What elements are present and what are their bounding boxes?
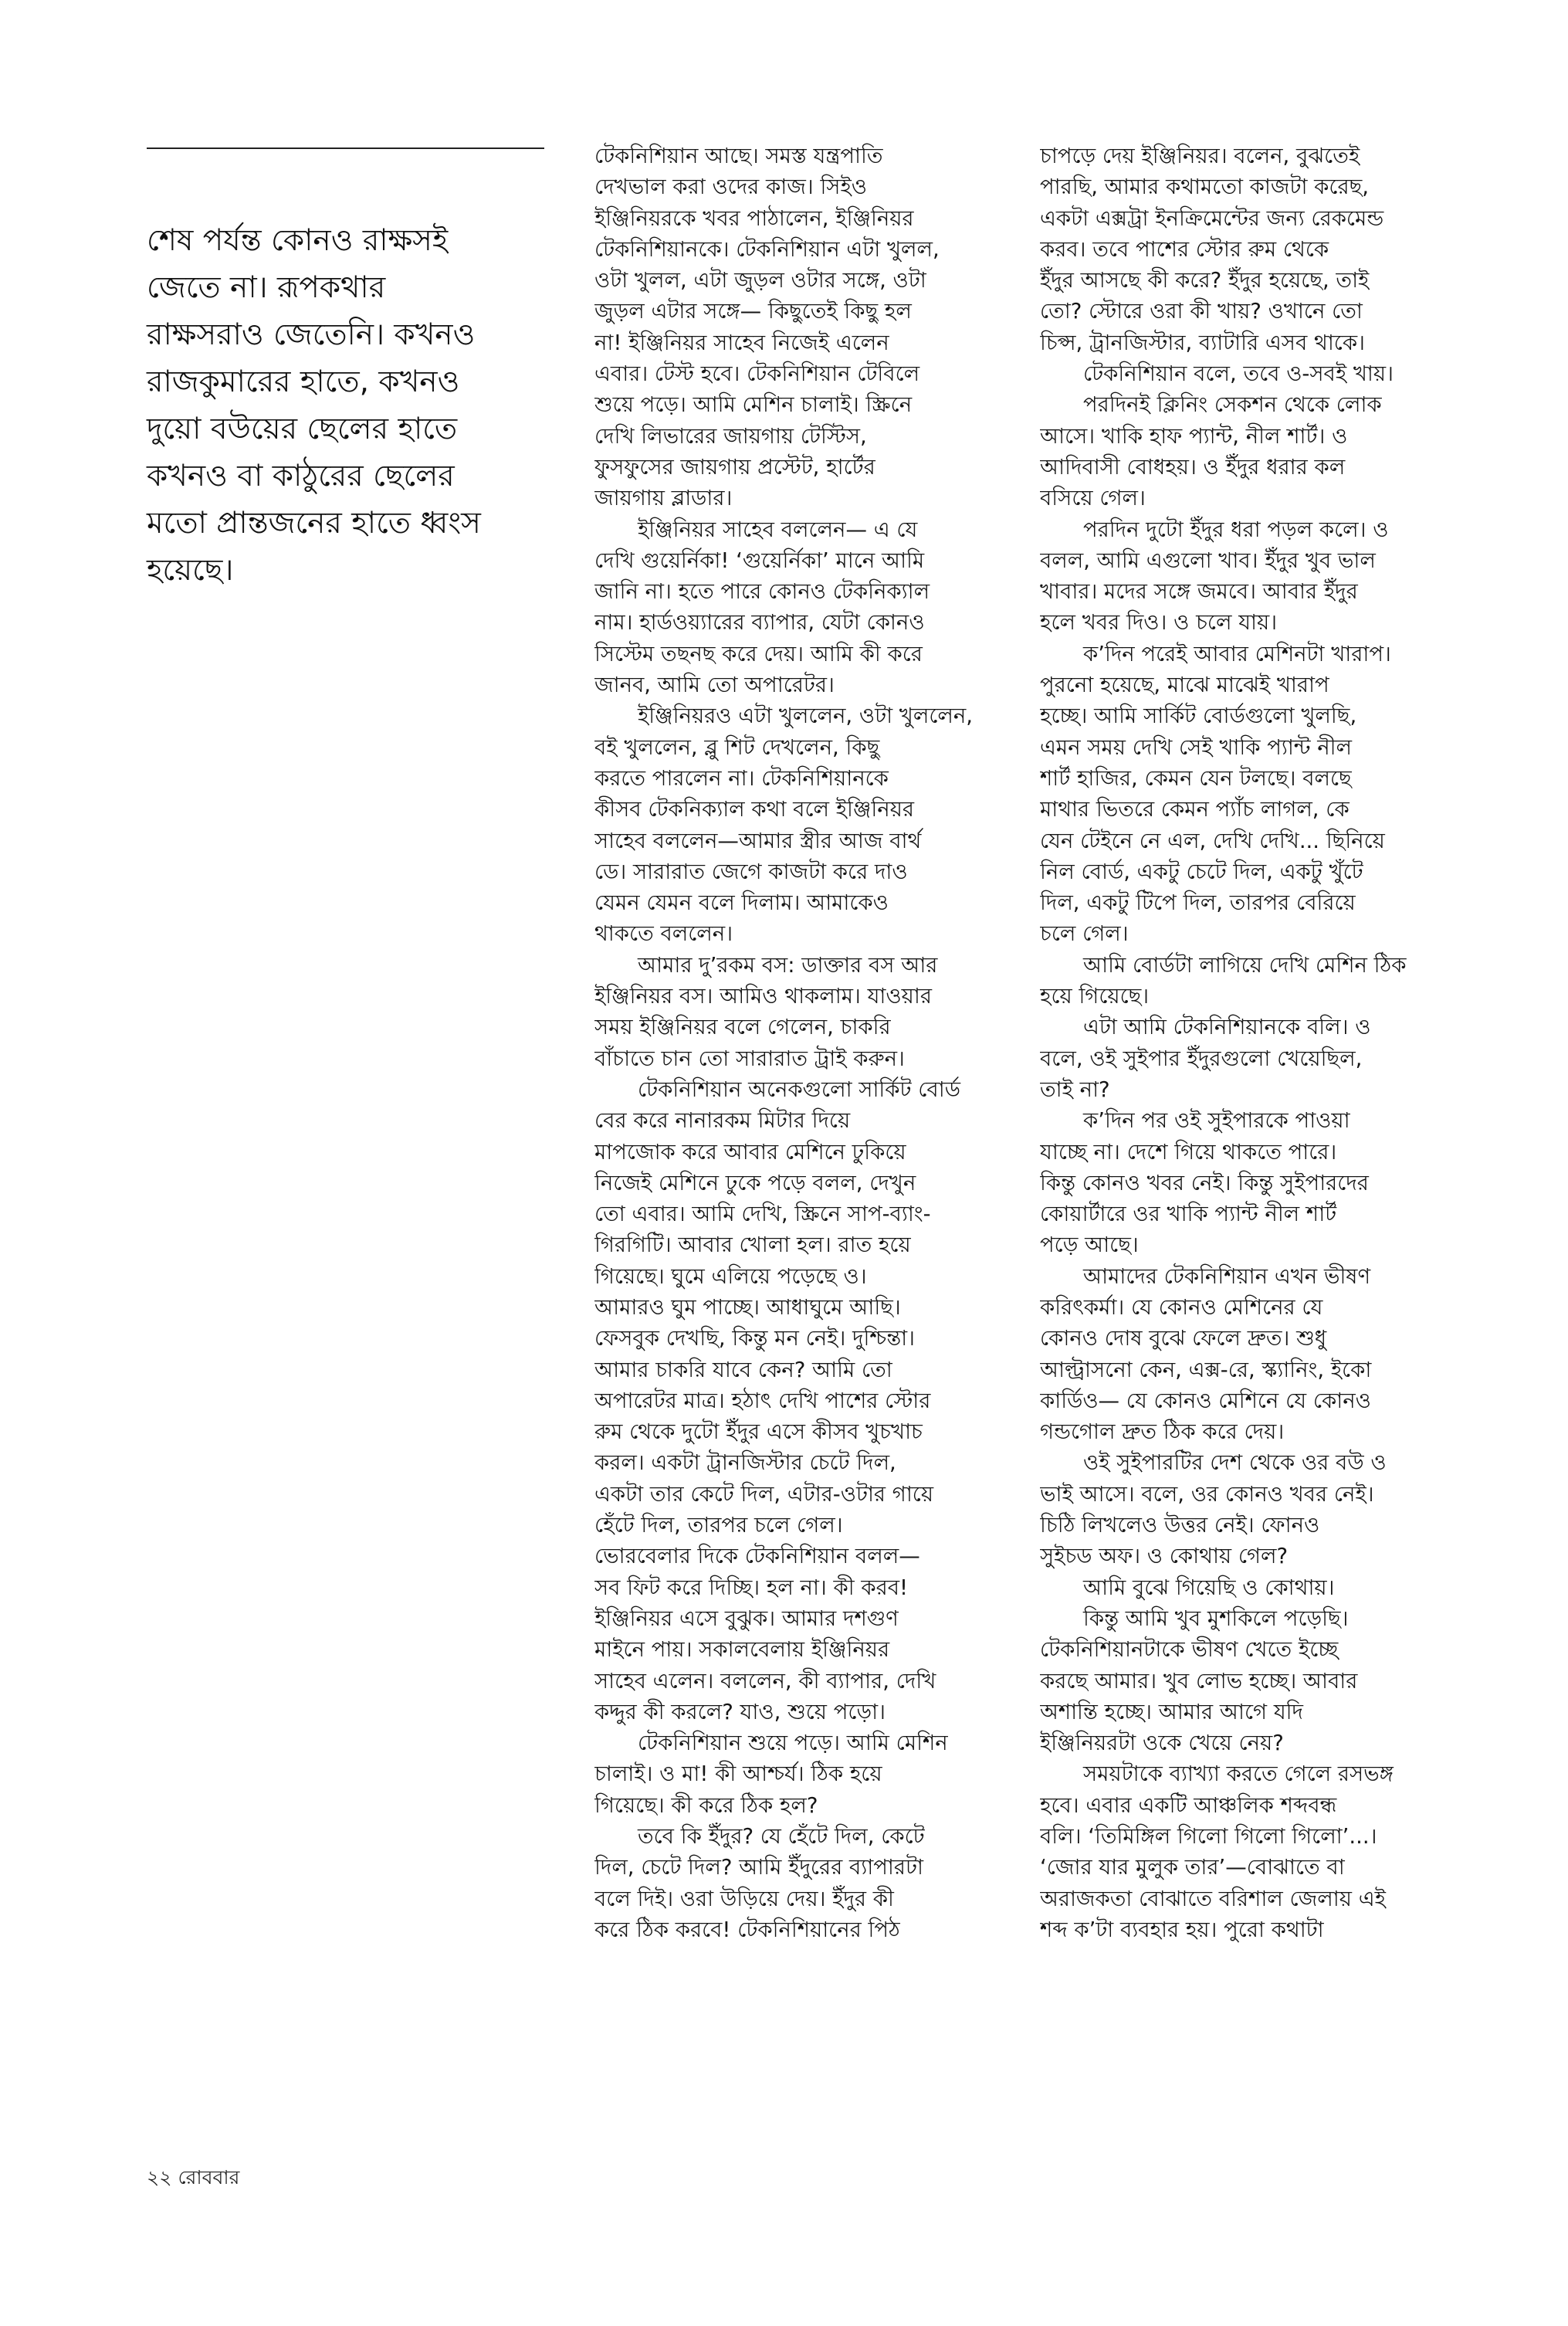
article-line: অরাজকতা বোঝাতে বরিশাল জেলায় এই — [1040, 1886, 1386, 1911]
article-line: একটা তার কেটে দিল, এটার-ওটার গায়ে — [594, 1481, 934, 1507]
article-line: তো? স্টোরে ওরা কী খায়? ওখানে তো — [1040, 299, 1363, 324]
article-line: কিন্তু আমি খুব মুশকিলে পড়েছি। — [1083, 1605, 1349, 1631]
article-line: ফেসবুক দেখছি, কিন্তু মন নেই। দুশ্চিন্তা। — [594, 1326, 915, 1351]
article-line: ক’দিন পরেই আবার মেশিনটা খারাপ। — [1083, 641, 1391, 666]
article-line: জুড়ল এটার সঙ্গে— কিছুতেই কিছু হল — [594, 299, 912, 324]
page-folio: ২২ রোববার — [147, 2166, 240, 2189]
article-line: বের করে নানারকম মিটার দিয়ে — [594, 1108, 851, 1134]
article-line: এটা আমি টেকনিশিয়ানকে বলি। ও — [1083, 1015, 1371, 1040]
article-line: টেকনিশিয়ান শুয়ে পড়ে। আমি মেশিন — [638, 1731, 948, 1756]
article-line: আমি বোর্ডটা লাগিয়ে দেখি মেশিন ঠিক — [1083, 952, 1407, 978]
article-line: চাপড়ে দেয় ইঞ্জিনিয়র। বলেন, বুঝতেই — [1040, 144, 1360, 168]
article-line: খাবার। মদের সঙ্গে জমবে। আবার ইঁদুর — [1040, 579, 1358, 605]
article-line: বাঁচাতে চান তো সারারাত ট্রাই করুন। — [594, 1046, 905, 1071]
article-line: এবার। টেস্ট হবে। টেকনিশিয়ান টেবিলে — [594, 361, 920, 387]
article-line: যেন টেইনে নে এল, দেখি দেখি... ছিনিয়ে — [1040, 828, 1385, 853]
article-line: বলে, ওই সুইপার ইঁদুরগুলো খেয়েছিল, — [1040, 1046, 1363, 1071]
article-line: টেকনিশিয়ান অনেকগুলো সার্কিট বোর্ড — [638, 1077, 960, 1102]
pullquote-line: রাক্ষসরাও জেতেনি। কখনও — [147, 317, 476, 352]
pullquote-line: রাজকুমারের হাতে, কখনও — [147, 364, 460, 399]
article-line: বলল, আমি এগুলো খাব। ইঁদুর খুব ভাল — [1040, 548, 1376, 573]
article-line: করতে পারলেন না। টেকনিশিয়ানকে — [594, 765, 889, 791]
article-line: গিরগিটি। আবার খোলা হল। রাত হয়ে — [594, 1233, 911, 1258]
article-line: জানি না। হতে পারে কোনও টেকনিক্যাল — [594, 579, 930, 605]
article-line: ওই সুইপারটির দেশ থেকে ওর বউ ও — [1083, 1450, 1387, 1476]
article-line: এমন সময় দেখি সেই খাকি প্যান্ট নীল — [1040, 734, 1353, 760]
article-line: না! ইঞ্জিনিয়র সাহেব নিজেই এলেন — [594, 330, 889, 355]
article-line: কোয়ার্টারে ওর খাকি প্যান্ট নীল শার্ট — [1040, 1202, 1337, 1227]
article-line: আমারও ঘুম পাচ্ছে। আধাঘুমে আছি। — [594, 1294, 901, 1320]
article-line: হচ্ছে। আমি সার্কিট বোর্ডগুলো খুলছি, — [1040, 704, 1357, 729]
pullquote-line: কখনও বা কাঠুরের ছেলের — [147, 459, 455, 493]
article-line: ইঞ্জিনিয়রকে খবর পাঠালেন, ইঞ্জিনিয়র — [594, 205, 914, 231]
article-line: বসিয়ে গেল। — [1040, 486, 1146, 511]
article-line: বলে দিই। ওরা উড়িয়ে দেয়। ইঁদুর কী — [594, 1886, 894, 1911]
article-line: থাকতে বললেন। — [594, 921, 733, 947]
article-line: ইঞ্জিনিয়র সাহেব বললেন— এ যে — [638, 517, 918, 542]
pullquote-line: মতো প্রান্তজনের হাতে ধ্বংস — [147, 506, 481, 541]
article-line: ইঞ্জিনিয়র বস। আমিও থাকলাম। যাওয়ার — [594, 984, 932, 1009]
article-line: ক’দিন পর ওই সুইপারকে পাওয়া — [1083, 1108, 1350, 1134]
body-column-1 — [594, 141, 996, 1945]
article-line: ফুসফুসের জায়গায় প্রস্টেট, হার্টের — [594, 454, 875, 480]
article-line: মাইনে পায়। সকালবেলায় ইঞ্জিনিয়র — [594, 1637, 890, 1663]
article-line: সময় ইঞ্জিনিয়র বলে গেলেন, চাকরি — [594, 1015, 891, 1040]
article-line: জানব, আমি তো অপারেটর। — [594, 673, 835, 698]
article-line: সাহেব বললেন—আমার স্ত্রীর আজ বার্থ — [594, 828, 922, 853]
article-line: পরদিন দুটো ইঁদুর ধরা পড়ল কলে। ও — [1083, 517, 1389, 542]
article-line: সিস্টেম তছনছ করে দেয়। আমি কী করে — [594, 641, 923, 666]
article-line: আদিবাসী বোধহয়। ও ইঁদুর ধরার কল — [1040, 454, 1346, 480]
article-line: ভাই আসে। বলে, ওর কোনও খবর নেই। — [1040, 1481, 1374, 1507]
body-column-2 — [1040, 141, 1441, 1945]
article-line: বই খুললেন, ব্লু শিট দেখলেন, কিছু — [594, 734, 880, 760]
article-line: টেকনিশিয়ানটাকে ভীষণ খেতে ইচ্ছে — [1040, 1637, 1339, 1663]
article-line: মাপজোক করে আবার মেশিনে ঢুকিয়ে — [594, 1139, 906, 1165]
article-line: টেকনিশিয়ান আছে। সমস্ত যন্ত্রপাতি — [594, 144, 883, 168]
article-line: চালাই। ও মা! কী আশ্চর্য। ঠিক হয়ে — [594, 1761, 882, 1787]
article-line: করল। একটা ট্রানজিস্টার চেটে দিল, — [594, 1450, 896, 1476]
article-line: হলে খবর দিও। ও চলে যায়। — [1040, 610, 1278, 636]
article-line: যাচ্ছে না। দেশে গিয়ে থাকতে পারে। — [1040, 1139, 1337, 1165]
article-line: নাম। হার্ডওয়্যারের ব্যাপার, যেটা কোনও — [594, 610, 925, 636]
article-line: আমার চাকরি যাবে কেন? আমি তো — [594, 1357, 892, 1382]
article-line: আমার দু’রকম বস: ডাক্তার বস আর — [638, 952, 938, 978]
pullquote-line: হয়েছে। — [147, 553, 234, 588]
article-line: সময়টাকে ব্যাখ্যা করতে গেলে রসভঙ্গ — [1083, 1761, 1394, 1787]
article-line: চিপ্স, ট্রানজিস্টার, ব্যাটারি এসব থাকে। — [1040, 330, 1365, 355]
article-line: কার্ডিও— যে কোনও মেশিনে যে কোনও — [1040, 1388, 1371, 1413]
article-line: গিয়েছে। কী করে ঠিক হল? — [594, 1792, 818, 1818]
article-line: অশান্তি হচ্ছে। আমার আগে যদি — [1040, 1699, 1303, 1724]
article-line: মাথার ভিতরে কেমন প্যাঁচ লাগল, কে — [1040, 797, 1350, 822]
article-line: ওটা খুলল, এটা জুড়ল ওটার সঙ্গে, ওটা — [594, 268, 926, 293]
article-line: হয়ে গিয়েছে। — [1040, 984, 1150, 1009]
article-line: সব ফিট করে দিচ্ছি। হল না। কী করব! — [594, 1575, 909, 1600]
article-line: করে ঠিক করবে! টেকনিশিয়ানের পিঠ — [594, 1917, 900, 1942]
article-line: বলি। ‘তিমিঙ্গিল গিলো গিলো গিলো’...। — [1040, 1824, 1377, 1850]
article-line: রুম থেকে দুটো ইঁদুর এসে কীসব খুচখাচ — [594, 1419, 923, 1445]
article-line: তাই না? — [1040, 1077, 1110, 1102]
article-line: করব। তবে পাশের স্টোর রুম থেকে — [1040, 236, 1329, 262]
article-line: তবে কি ইঁদুর? যে হেঁটে দিল, কেটে — [638, 1824, 925, 1850]
article-line: পড়ে আছে। — [1040, 1233, 1139, 1258]
article-line: গিয়েছে। ঘুমে এলিয়ে পড়েছে ও। — [594, 1263, 867, 1289]
article-line: করিৎকর্মা। যে কোনও মেশিনের যে — [1040, 1294, 1323, 1320]
article-line: নিজেই মেশিনে ঢুকে পড়ে বলল, দেখুন — [594, 1170, 916, 1195]
article-line: কিন্তু কোনও খবর নেই। কিন্তু সুইপারদের — [1040, 1170, 1369, 1195]
article-line: ‘জোর যার মুলুক তার’—বোঝাতে বা — [1040, 1855, 1345, 1880]
article-line: ইঞ্জিনিয়র এসে বুঝুক। আমার দশগুণ — [594, 1605, 899, 1631]
article-line: কোনও দোষ বুঝে ফেলে দ্রুত। শুধু — [1040, 1326, 1327, 1351]
pullquote-line: শেষ পর্যন্ত কোনও রাক্ষসই — [147, 223, 449, 258]
article-line: অপারেটর মাত্র। হঠাৎ দেখি পাশের স্টোর — [594, 1388, 931, 1413]
article-line: দিল, চেটে দিল? আমি ইঁদুরের ব্যাপারটা — [594, 1855, 923, 1880]
pullquote-line: দুয়ো বউয়ের ছেলের হাতে — [147, 412, 458, 446]
article-line: দিল, একটু টিপে দিল, তারপর বেরিয়ে — [1040, 890, 1356, 916]
article-line: তো এবার। আমি দেখি, স্ক্রিনে সাপ-ব্যাং- — [594, 1202, 931, 1227]
pullquote-line: জেতে না। রূপকথার — [147, 270, 386, 305]
article-line: কদ্দুর কী করলে? যাও, শুয়ে পড়ো। — [594, 1699, 886, 1724]
article-line: চলে গেল। — [1040, 921, 1129, 947]
article-line: নিল বোর্ড, একটু চেটে দিল, একটু খুঁটে — [1040, 859, 1363, 884]
article-line: করছে আমার। খুব লোভ হচ্ছে। আবার — [1040, 1668, 1358, 1694]
article-line: আল্ট্রাসনো কেন, এক্স-রে, স্ক্যানিং, ইকো — [1040, 1357, 1372, 1382]
article-line: শার্ট হাজির, কেমন যেন টলছে। বলছে — [1040, 765, 1352, 791]
article-line: জায়গায় ব্লাডার। — [594, 486, 733, 511]
article-line: আমাদের টেকনিশিয়ান এখন ভীষণ — [1083, 1263, 1371, 1289]
article-line: পারছি, আমার কথামতো কাজটা করেছ, — [1040, 175, 1370, 200]
pullquote — [147, 217, 548, 594]
article-line: ডে। সারারাত জেগে কাজটা করে দাও — [594, 859, 908, 884]
article-line: দেখি গুয়ের্নিকা! ‘গুয়ের্নিকা’ মানে আমি — [594, 548, 925, 573]
article-line: সুইচড অফ। ও কোথায় গেল? — [1040, 1544, 1289, 1569]
article-line: কীসব টেকনিক্যাল কথা বলে ইঞ্জিনিয়র — [594, 797, 915, 822]
article-line: হেঁটে দিল, তারপর চলে গেল। — [594, 1513, 843, 1538]
article-line: শব্দ ক’টা ব্যবহার হয়। পুরো কথাটা — [1040, 1917, 1324, 1942]
article-line: পরদিনই ক্লিনিং সেকশন থেকে লোক — [1083, 392, 1382, 418]
article-line: পুরনো হয়েছে, মাঝে মাঝেই খারাপ — [1040, 673, 1329, 698]
article-line: দেখি লিভারের জায়গায় টেস্টিস, — [594, 423, 867, 449]
article-line: টেকনিশিয়ান বলে, তবে ও-সবই খায়। — [1083, 361, 1394, 387]
article-line: সাহেব এলেন। বললেন, কী ব্যাপার, দেখি — [594, 1668, 936, 1694]
article-line: ভোরবেলার দিকে টেকনিশিয়ান বলল— — [594, 1544, 920, 1569]
article-line: চিঠি লিখলেও উত্তর নেই। ফোনও — [1040, 1513, 1320, 1538]
article-line: আসে। খাকি হাফ প্যান্ট, নীল শার্ট। ও — [1040, 423, 1348, 449]
article-line: ইঁদুর আসছে কী করে? ইঁদুর হয়েছে, তাই — [1040, 268, 1370, 293]
article-line: শুয়ে পড়ে। আমি মেশিন চালাই। স্ক্রিনে — [594, 392, 913, 418]
article-line: ইঞ্জিনিয়রটা ওকে খেয়ে নেয়? — [1040, 1731, 1284, 1756]
article-line: একটা এক্সট্রা ইনক্রিমেন্টের জন্য রেকমেন্ড — [1040, 205, 1384, 231]
article-line: টেকনিশিয়ানকে। টেকনিশিয়ান এটা খুলল, — [594, 236, 940, 262]
article-line: গন্ডগোল দ্রুত ঠিক করে দেয়। — [1040, 1419, 1285, 1445]
article-line: ইঞ্জিনিয়রও এটা খুললেন, ওটা খুললেন, — [638, 704, 974, 729]
article-line: যেমন যেমন বলে দিলাম। আমাকেও — [594, 890, 889, 916]
article-line: হবে। এবার একটি আঞ্চলিক শব্দবন্ধ — [1040, 1792, 1337, 1818]
pullquote-rule — [147, 147, 544, 149]
article-line: আমি বুঝে গিয়েছি ও কোথায়। — [1083, 1575, 1335, 1600]
article-line: দেখভাল করা ওদের কাজ। সিইও — [594, 175, 868, 200]
